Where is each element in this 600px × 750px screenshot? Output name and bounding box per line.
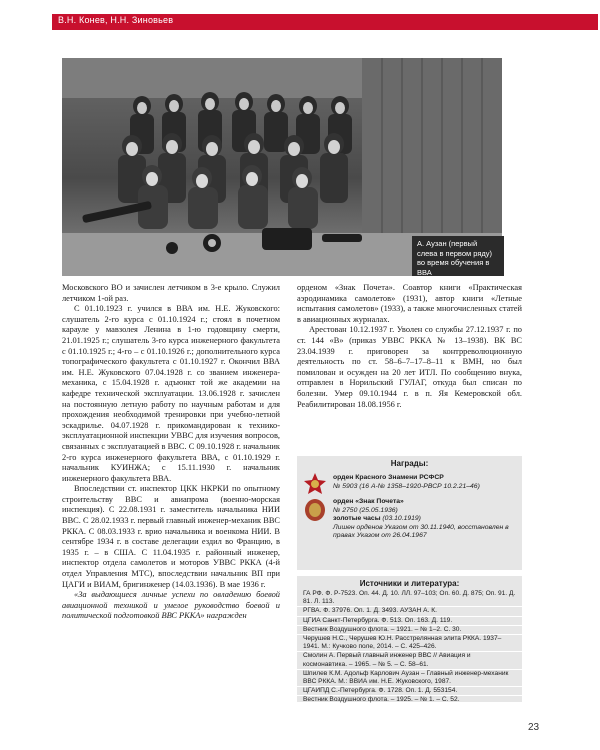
source-item: Вестник Воздушного флота. – 1921. – № 1–2. С. 30. [297,626,522,635]
source-item: Шпилев К.М. Адольф Карлович Аузан – Главный инженер-механик ВВС РККА. М.: ВВИА им. Н.Е. Жуковского, 1987. [297,670,522,687]
badge-of-honour-order-icon [303,498,327,522]
sources-title: Источники и литература: [359,579,460,588]
source-item: Смолин А. Первый главный инженер ВВС // Авиация и космонавтика. – 1965. – № 5. – С. 58–61. [297,652,522,669]
running-header-authors: В.Н. Конев, Н.Н. Зиновьев [58,15,174,25]
photo-caption: А. Аузан (первый слева в первом ряду) во время обучения в ВВА [412,236,504,276]
left-text-column [62,283,280,622]
source-item: ГА РФ. Ф. Р-7523. Оп. 44. Д. 10. ЛЛ. 97–103; Оп. 60. Д. 875; Оп. 91. Д. 81. Л. 113. [297,590,522,607]
sources-box [297,576,522,702]
red-banner-order-icon [303,472,327,496]
award-detail: № 2750 (25.05.1936) [333,506,398,514]
paragraph: Московского ВО и зачислен летчиком в 3-е крыло. Служил летчиком 1-ой раз. [62,283,280,303]
source-item: Вестник Воздушного флота. – 1925. – № 1. – С. 52. [297,696,522,705]
paragraph: орденом «Знак Почета». Соавтор книги «Практическая аэродинамика самолетов» (1931), автор книги «Летные испытания самолетов» (1933), а также многочисленных статей в авиационных журналах. [297,283,522,324]
award-name: орден «Знак Почета» [333,498,404,505]
award-detail: (03.10.1919) [382,515,421,523]
paragraph-quote: «За выдающиеся личные успехи по овладению боевой авиационной техникой и умелое руководство боевой и политической подготовкой ВВС РККА» награжден [62,590,280,621]
award-name: орден Красного Знамени РСФСР [333,474,444,481]
source-item: Черушев Н.С., Черушев Ю.Н. Расстрелянная элита РККА. 1937–1941. М.: Кучково поле, 2014. – С. 425–426. [297,635,522,652]
paragraph: С 01.10.1923 г. учился в ВВА им. Н.Е. Жуковского: слушатель 2-го курса с 01.10.1924 г.; стоял в почетном карауле у мавзолея Ленина в 1-ю годовщину смерти, 21.01.1925 г.; слушатель 3-го курса инженерного факультета с 01.10.1925 г.; 4-го – с 01.10.1926 г.; дополнительного курса топографического факультета с 01.10.1927 г. Окончил ВВА им. Н.Е. Жуковского 07.04.1928 г. со званием инженера-механика, с 15.04.1928 г. адъюнкт той же академии на кафедре технической эксплуатации. 13.06.1928 г. зачислен на постоянную летную работу по научным работам и для прохождения необходимой тренировки при учебно-летной эскадрилье. 04.07.1928 г. прикомандирован к технико-эксплуатационной инспекции УВВС для изучения вопросов, связанных с эксплуатацией в ВВС. С 09.10.1928 г. начальник 2-го курса инженерного факультета ВВА, с 01.10.1929 г. начальник КУИНЖА; с 15.11.1930 г. начальник инженерного факультета ВВА. [62,304,280,483]
page-number: 23 [528,722,540,733]
awards-title: Награды: [390,459,429,468]
paragraph: Арестован 10.12.1937 г. Уволен со службы 27.12.1937 г. по ст. 144 «В» (приказ УВВС РККА № 13–1938). ВК ВС 23.04.1939 г. приговорен за контрреволюционную деятельность по ст. 58–6–7–17–8–11 к ВМН, но был помилован и осужден на 20 лет ИТЛ. По сообщению внука, отправлен в Норильский ГУЛАГ, откуда был списан по болезни. Умер 09.10.1944 г. в п. Яя Кемеровской обл. Реабилитирован 18.08.1956 г. [297,325,522,409]
award-detail: № 5903 (16 А-№ 1358–1920-РВСР 10.2.21–46) [333,482,480,490]
source-item: РГВА. Ф. 37976. Оп. 1. Д. 3493. АУЗАН А. К. [297,607,522,616]
awards-note: Лишен орденов Указом от 30.11.1940, восстановлен в правах Указом от 26.04.1967 [333,523,509,540]
paragraph: Впоследствии ст. инспектор ЦКК НКРКИ по опытному строительству ВВС и авиапрома (военно-морская инспекция). С 22.08.1931 г. заместитель начальника НИИ ВВС. С 28.02.1933 г. первый главный инженер-механик ВВС РККА. С 08.03.1933 г. врио начальника и военкома НИИ. В сентябре 1934 г. в составе делегации ездил во Францию, в 1935 г. – в США. С 11.04.1935 г. районный инженер, инспектор отдела самолетов и моторов УВВС РККА (4-й отдел Управления МТС), впоследствии начальник ВП при ЦАГИ и ВИАМ, бригинженер (14.03.1936). В мае 1936 г. [62,484,280,589]
right-text-column [297,283,522,410]
awards-box [297,456,522,570]
source-item: ЦГИА Санкт-Петербурга. Ф. 513. Оп. 163. Д. 119. [297,617,522,626]
award-name: золотые часы [333,515,381,523]
source-item: ЦГАИПД С.-Петербурга. Ф. 1728. Оп. 1. Д. 553154. [297,687,522,696]
